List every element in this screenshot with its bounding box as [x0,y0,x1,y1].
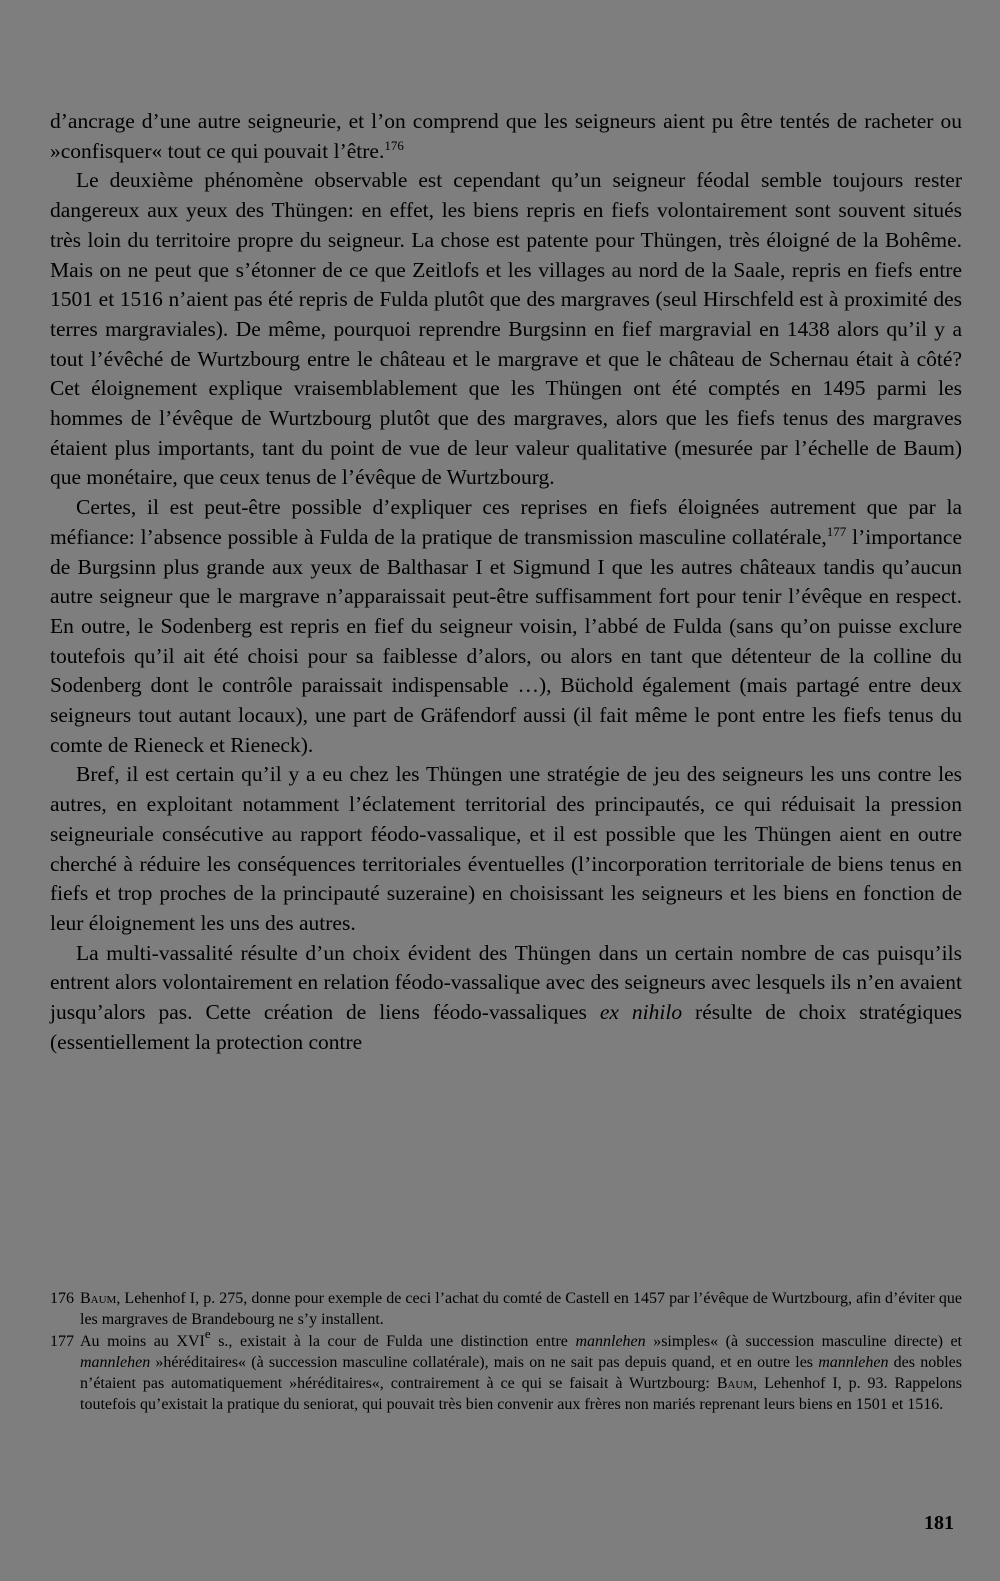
text-run: Certes, il est peut-être possible d’expliquer ces reprises en fiefs éloignées autrement que par la méfiance: l’absence possible à Fulda de la pratique de transmission masculine collatérale, [50,495,962,549]
text-run: Au moins au XVI [80,1332,205,1350]
footnote-number: 176 [50,1290,74,1307]
text-run: d’ancrage d’une autre seigneurie, et l’on comprend que les seigneurs aient pu être tentés de racheter ou »confisquer« tout ce qui pouvait l’être. [50,109,962,163]
text-run: Le deuxième phénomène observable est cependant qu’un seigneur féodal semble toujours rester dangereux aux yeux des Thüngen: en effet, les biens repris en fiefs volontairement sont souvent situés très loin du territoire propre du seigneur. La chose est patente pour Thüngen, très éloigné de la Bohême. Mais on ne peut que s’étonner de ce que Zeitlofs et les villages au nord de la Saale, repris en fiefs entre 1501 et 1516 n’aient pas été repris de Fulda plutôt que des margraves (seul Hirschfeld est à proximité des terres margraviales). De même, pourquoi reprendre Burgsinn en fief margravial en 1438 alors qu’il y a tout l’évêché de Wurtzbourg entre le château et le margrave et que le château de Schernau était à côté? Cet éloignement explique vraisemblablement que les Thüngen ont été comptés en 1495 parmi les hommes de l’évêque de Wurtzbourg plutôt que des margraves, alors que les fiefs tenus des margraves étaient plus importants, tant du point de vue de leur valeur qualitative (mesurée par l’échelle de Baum) que monétaire, que ceux tenus de l’évêque de Wurtzbourg. [50,168,962,490]
italic-text: ex nihilo [599,1000,683,1025]
superscript: 177 [826,523,847,539]
footnote-text [80,1288,962,1331]
paragraph [50,939,962,1058]
paragraph [50,493,962,760]
footnotes [50,1288,962,1416]
text-run: résulte de choix stratégiques (essentiellement la protection contre [50,1000,962,1054]
text-run: La multi-vassalité résulte d’un choix évident des Thüngen dans un certain nombre de cas puisqu’ils entrent alors volontairement en relation féodo-vassalique avec des seigneurs avec lesquels ils n’en avaient jusqu’alors pas. Cette création de liens féodo-vassaliques [50,940,962,1025]
superscript: 176 [384,137,404,153]
footnote [50,1325,962,1416]
paragraph [50,166,962,493]
footnote-number: 177 [50,1332,74,1350]
text-run: , Lehenhof I, p. 275, donne pour exemple de ceci l’achat du comté de Castell en 1457 par l’évêque de Wurtzbourg, afin d’éviter que les margraves de Brandebourg ne s’y installent. [80,1290,962,1329]
superscript: e [204,1325,211,1341]
paragraph [50,107,962,166]
text-run: Bref, il est certain qu’il y a eu chez les Thüngen une stratégie de jeu des seigneurs les uns contre les autres, en exploitant notamment l’éclatement territorial des principautés, ce qui réduisait la pression seigneuriale consécutive au rapport féodo-vassalique, et il est possible que les Thüngen aient en outre cherché à réduire les conséquences territoriales éventuelles (l’incorporation territoriale de biens tenus en fiefs et trop proches de la principauté suzeraine) en choisissant les seigneurs et les biens en fonction de leur éloignement les uns des autres. [50,762,962,935]
text-run: l’importance de Burgsinn plus grande aux yeux de Balthasar I et Sigmund I que les autres châteaux tandis qu’aucun autre seigneur que le margrave n’apparaissait peut-être suffisamment fort pour tenir l’évêque en respect. En outre, le Sodenberg est repris en fief du seigneur voisin, l’abbé de Fulda (sans qu’on puisse exclure toutefois qu’il ait été choisi pour sa faiblesse d’alors, ou alors en tant que détenteur de la colline du Sodenberg dont le contrôle paraissait indispensable …), Büchold également (mais partagé entre deux seigneurs tout autant locaux), une part de Gräfendorf aussi (il fait même le pont entre les fiefs tenus du comte de Rieneck et Rieneck). [50,524,962,757]
author-name: Baum [716,1375,754,1393]
text-run: s., existait à la cour de Fulda une distinction entre [210,1332,576,1350]
text-run: »héréditaires« (à succession masculine collatérale), mais on ne sait pas depuis quand, et en outre les [150,1353,819,1371]
italic-text: mannlehen [80,1353,151,1371]
italic-text: mannlehen [818,1353,889,1371]
footnote [50,1288,962,1331]
text-run: des nobles n’étaient pas automatiquement »héréditaires«, contrairement à ce qui se faisait à Wurtzbourg: [80,1353,962,1393]
main-text [50,107,962,1058]
page-number: 181 [924,1512,954,1534]
footnote-text [80,1325,962,1416]
text-run: , Lehenhof I, p. 93. Rappelons toutefois qu’existait la pratique du seniorat, qui pouvait très bien convenir aux frères non mariés reprenant leurs biens en 1501 et 1516. [80,1375,962,1414]
author-name: Baum [80,1290,117,1307]
paragraph [50,760,962,938]
italic-text: mannlehen [575,1332,646,1350]
text-run: »simples« (à succession masculine directe) et [645,1332,962,1350]
